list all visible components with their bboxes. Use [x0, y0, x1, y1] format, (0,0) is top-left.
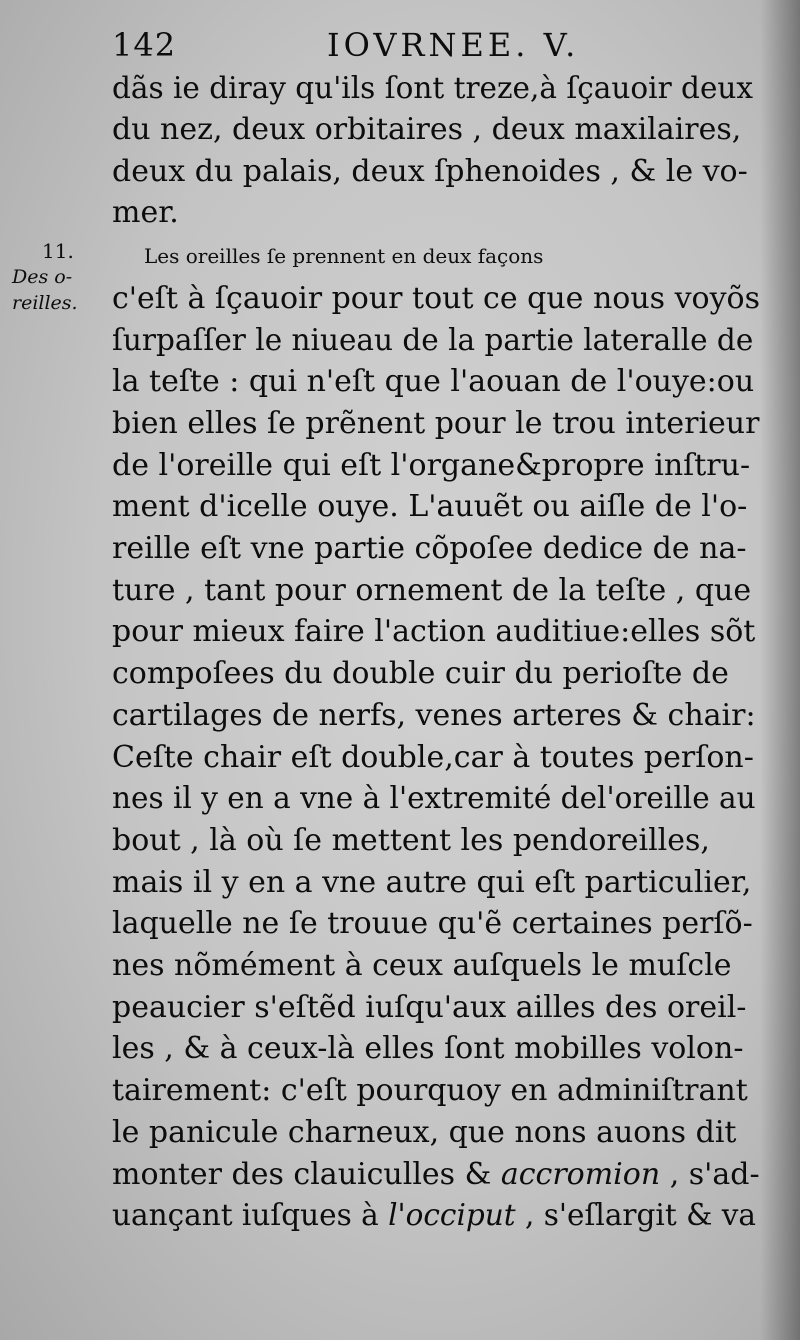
text-line: Ceſte chair eſt double,car à toutes perſon- — [112, 739, 754, 775]
text-line: ſurpaſſer le niueau de la partie laterallе de — [112, 322, 754, 357]
text-run: , s'ad- — [660, 1156, 760, 1192]
margin-note-line: reilles. — [12, 292, 78, 314]
text-line: cartilages de nerfs, venes arteres & chair: — [112, 697, 756, 733]
body-text — [112, 68, 762, 1237]
text-line: nes il y en a vne à l'extremité del'oreille au — [112, 781, 756, 816]
text-run: uançant iuſques à — [112, 1198, 389, 1233]
running-title: IOVRNEE. V. — [327, 26, 580, 64]
margin-note-line: Des o- — [12, 266, 73, 288]
text-line — [112, 1154, 762, 1196]
text-line: peaucier s'eſtẽd iuſqu'aux ailles des oreil- — [112, 989, 747, 1025]
text-line: de l'oreille qui eſt l'organe&propre inſtru- — [112, 447, 751, 483]
text-line: les , & à ceux-là elles ſont mobilles volon- — [112, 1031, 744, 1067]
italic-term: accromion — [500, 1156, 661, 1192]
margin-note — [12, 238, 108, 316]
page-header — [112, 22, 582, 68]
text-line: mer. — [112, 195, 179, 231]
text-line: le panicule charneux, que nons auons dit — [112, 1114, 737, 1150]
text-line: ture , tant pour ornement de la teſte , que — [112, 572, 752, 608]
text-line — [112, 1195, 762, 1237]
text-run: , s'eſlargit & va — [515, 1198, 756, 1233]
text-line: mais il y en a vne autre qui eſt particulier, — [112, 864, 752, 900]
paragraph-start-line: Les oreilles ſe prennent en deux façons — [144, 244, 544, 269]
margin-note-number: 11. — [42, 239, 74, 263]
text-line: pour mieux faire l'action auditiue:elles sõt — [112, 614, 756, 650]
text-line: la teſte : qui n'eſt que l'aouan de l'ouye:ou — [112, 364, 755, 400]
text-run: monter des clauiculles & — [112, 1156, 501, 1192]
italic-term: l'occiput — [388, 1198, 516, 1233]
text-line: ment d'icelle ouye. L'auuẽt ou aiſle de l'o- — [112, 489, 748, 525]
text-line: c'eſt à ſçauoir pour tout ce que nous voyõs — [112, 280, 761, 316]
text-line: du nez, deux orbitaires , deux maxilaires, — [112, 112, 742, 147]
text-line: reille eſt vne partie cõpoſee dedice de na- — [112, 531, 747, 567]
text-line: deux du palais, deux ſphenoides , & le vo- — [112, 153, 748, 189]
text-line: compoſees du double cuir du perioſte de — [112, 656, 729, 692]
text-line: bien elles ſe prẽnent pour le trou interieur — [112, 405, 760, 441]
text-line: laquelle ne ſe trouue qu'ẽ certaines perſõ- — [112, 906, 753, 942]
page-number: 142 — [112, 26, 177, 64]
text-line: bout , là où ſe mettent les pendoreilles, — [112, 822, 710, 858]
text-line: nes nõmément à ceux auſquels le muſcle — [112, 948, 732, 984]
text-line: tairement: c'eſt pourquoy en adminiſtrant — [112, 1073, 748, 1109]
text-line: dãs ie diray qu'ils ſont treze,à ſçauoir deux — [112, 71, 754, 105]
